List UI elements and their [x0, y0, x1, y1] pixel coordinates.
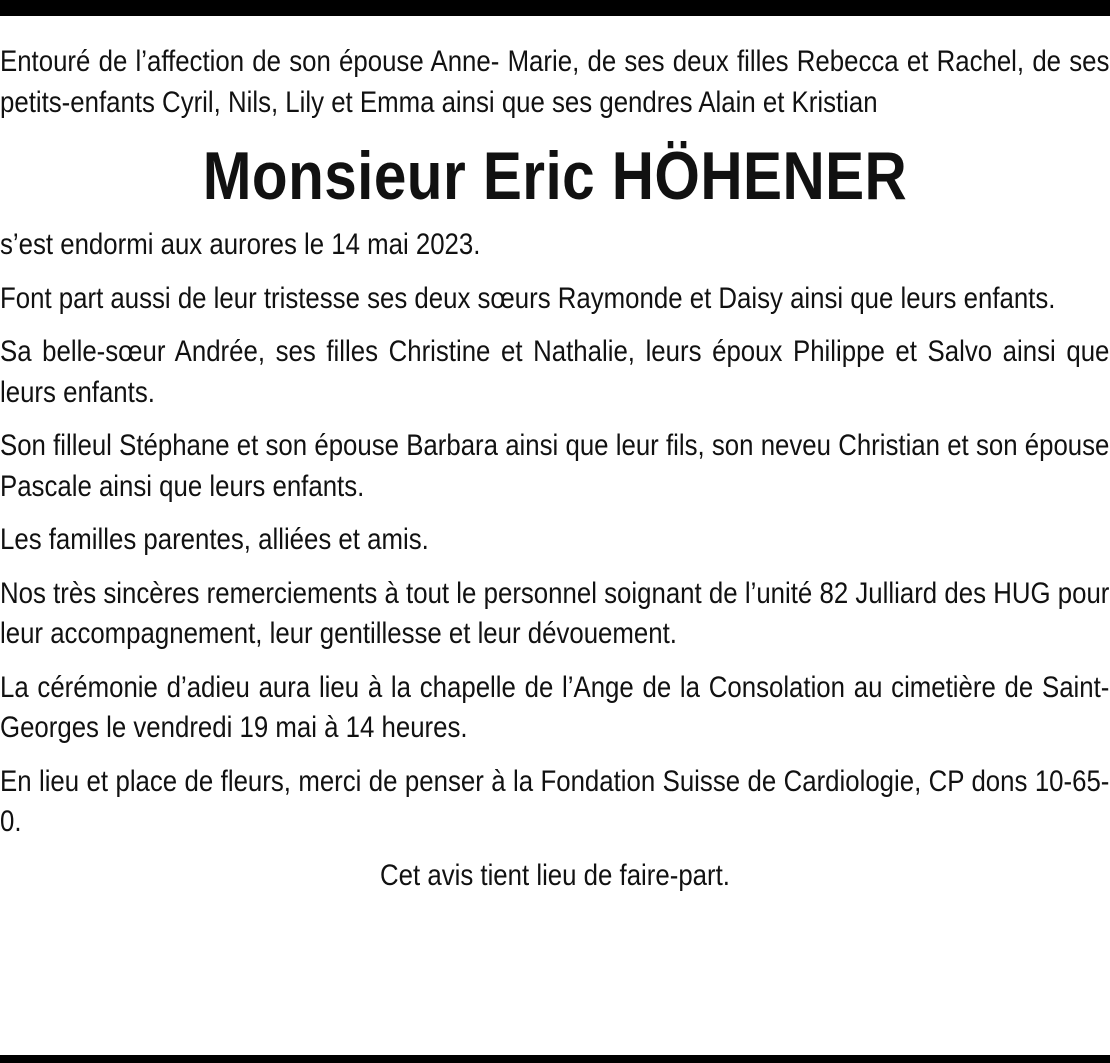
intro-paragraph: Entouré de l’affection de son épouse Anne- Marie, de ses deux filles Rebecca et Rachel, de ses petits-enfants Cyril, Nils, Lily et Emma ainsi que ses gendres Alain et Kristian: [0, 45, 1110, 119]
relatives-paragraph: Les familles parentes, alliées et amis.: [0, 523, 429, 556]
death-statement: s’est endormi aux aurores le 14 mai 2023.: [0, 228, 481, 261]
thanks-paragraph: Nos très sincères remerciements à tout le personnel soignant de l’unité 82 Julliard des HUG pour leur accompagnement, leur gentillesse et leur dévouement.: [0, 576, 1110, 650]
godson-paragraph: Son filleul Stéphane et son épouse Barbara ainsi que leur fils, son neveu Christian et son épouse Pascale ainsi que leurs enfants.: [0, 429, 1110, 503]
donations-paragraph: En lieu et place de fleurs, merci de penser à la Fondation Suisse de Cardiologie, CP dons 10-65-0.: [0, 764, 1110, 838]
deceased-name-heading: Monsieur Eric HÖHENER: [202, 138, 908, 214]
obituary-notice: [0, 42, 1110, 896]
bottom-border-rule: [0, 1055, 1110, 1063]
ceremony-paragraph: La cérémonie d’adieu aura lieu à la chapelle de l’Ange de la Consolation au cimetière de Saint-Georges le vendredi 19 mai à 14 heures.: [0, 670, 1110, 744]
closing-line: Cet avis tient lieu de faire-part.: [380, 858, 730, 892]
sisters-paragraph: Font part aussi de leur tristesse ses deux sœurs Raymonde et Daisy ainsi que leurs enfants.: [0, 281, 1056, 315]
sister-in-law-paragraph: Sa belle-sœur Andrée, ses filles Christine et Nathalie, leurs époux Philippe et Salvo ainsi que leurs enfants.: [0, 335, 1110, 409]
top-border-rule: [0, 0, 1110, 16]
